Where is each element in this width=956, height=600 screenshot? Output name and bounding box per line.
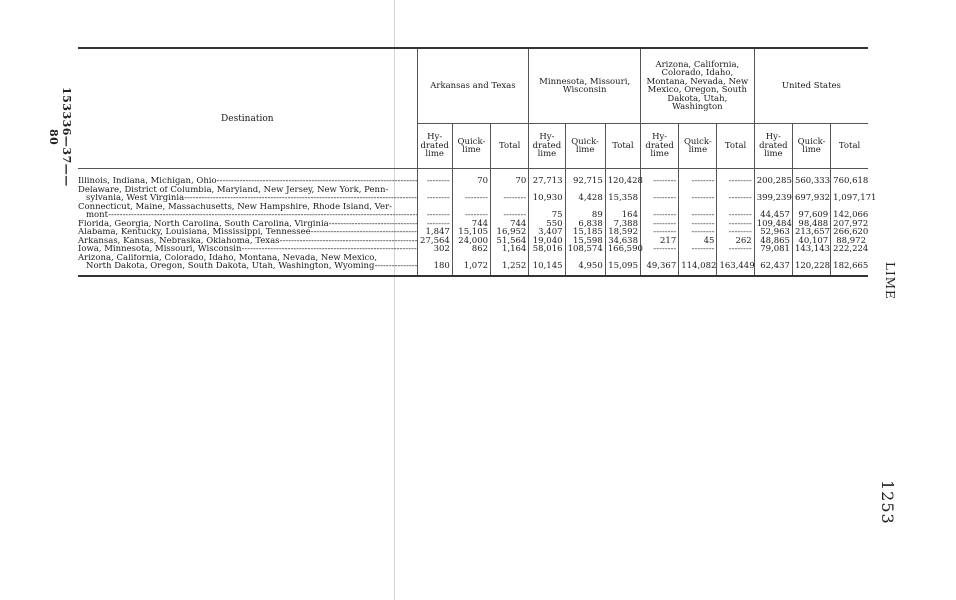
value-cell: [717, 186, 754, 203]
value-cell: [831, 169, 868, 186]
destination-text: mont -----: [78, 211, 417, 220]
cell-value: 182,665: [833, 261, 869, 271]
cell-value: 62,437: [760, 261, 790, 271]
cell-value: 1,072: [463, 261, 489, 271]
value-cell: [565, 245, 605, 254]
cell-value: 1,097,171: [833, 193, 877, 203]
cell-value: 164: [621, 210, 638, 220]
destination-text: Delaware, District of Columbia, Maryland, New Jersey, New York, Penn-: [78, 185, 389, 194]
sub-header-hydrated: Hy- drated lime: [641, 124, 679, 169]
cell-value: 3,407: [538, 227, 563, 237]
cell-value: 222,224: [833, 244, 869, 254]
cell-value: 58,016: [532, 244, 563, 254]
value-cell: [491, 186, 529, 203]
sub-header-total: Total: [605, 124, 640, 169]
group-header-western-states: Arizona, California, Colorado, Idaho, Montana, Nevada, New Mexico, Oregon, South Dakota, Utah, Washington: [641, 48, 755, 124]
cell-value: 98,488: [798, 218, 829, 229]
cell-value: 19,040: [532, 235, 563, 246]
cell-value: 75: [551, 210, 563, 220]
destination-cell: [78, 220, 417, 229]
cell-value: 4,428: [578, 193, 603, 203]
cell-value: 200,285: [756, 176, 792, 186]
sub-header-quicklime: Quick- lime: [452, 124, 490, 169]
cell-value: 45: [703, 235, 715, 246]
cell-value: 302: [433, 244, 450, 254]
cell-value: 15,358: [608, 193, 638, 203]
value-cell: [529, 254, 565, 276]
cell-value: 166,590: [607, 244, 643, 254]
cell-value: 10,145: [532, 261, 563, 271]
destination-header: Destination: [78, 48, 417, 169]
value-cell: [529, 203, 565, 220]
table-row: [78, 186, 868, 203]
cell-value: 6,838: [578, 218, 603, 229]
value-cell: [792, 254, 830, 276]
cell-value: 1,252: [501, 261, 527, 271]
value-cell: [679, 254, 717, 276]
cell-value: 34,638: [608, 235, 638, 246]
destination-text: sylvania, West Virginia -----: [78, 194, 417, 203]
value-cell: [565, 203, 605, 220]
value-cell: [679, 169, 717, 186]
value-cell: [792, 203, 830, 220]
destination-text: Arkansas, Kansas, Nebraska, Oklahoma, Texas -----: [78, 237, 417, 246]
cell-value: 213,657: [794, 227, 831, 237]
cell-value: 40,107: [798, 235, 829, 246]
value-cell: [679, 186, 717, 203]
value-cell: [641, 169, 679, 186]
value-cell: [491, 203, 529, 220]
value-cell: [529, 186, 565, 203]
cell-value: 399,239: [756, 193, 792, 203]
cell-value: 163,449: [719, 261, 755, 271]
value-cell: [452, 203, 490, 220]
value-cell: [605, 186, 640, 203]
value-cell: [417, 186, 452, 203]
value-cell: [754, 203, 792, 220]
cell-value: 27,713: [532, 176, 563, 186]
value-cell: [831, 245, 868, 254]
cell-value: 15,095: [608, 261, 638, 271]
value-cell: [605, 203, 640, 220]
table-row: [78, 169, 868, 186]
cell-value: 120,428: [607, 176, 643, 186]
value-cell: [792, 245, 830, 254]
value-cell: [831, 203, 868, 220]
cell-value: 97,609: [798, 210, 829, 220]
cell-value: 48,865: [760, 235, 790, 246]
cell-value: 89: [591, 210, 603, 220]
cell-value: 744: [471, 218, 489, 229]
destination-text: Iowa, Minnesota, Missouri, Wisconsin -----: [78, 245, 417, 254]
value-cell: [529, 245, 565, 254]
value-cell: [491, 245, 529, 254]
running-title: LIME: [883, 262, 897, 300]
value-cell: [754, 169, 792, 186]
sub-header-hydrated: Hy- drated lime: [754, 124, 792, 169]
value-cell: [792, 169, 830, 186]
destination-cell: [78, 237, 417, 246]
sub-header-quicklime: Quick- lime: [792, 124, 830, 169]
value-cell: [565, 169, 605, 186]
value-cell: [717, 245, 754, 254]
destination-text: North Dakota, Oregon, South Dakota, Utah, Washington, Wyoming -----: [78, 262, 417, 271]
cell-value: 27,564: [420, 235, 450, 246]
cell-value: 88,972: [836, 235, 866, 246]
value-cell: [754, 254, 792, 276]
destination-cell: [78, 245, 417, 254]
value-cell: [717, 203, 754, 220]
value-cell: [641, 186, 679, 203]
cell-value: 44,457: [760, 210, 790, 220]
value-cell: [754, 186, 792, 203]
value-cell: [641, 245, 679, 254]
value-cell: [417, 245, 452, 254]
value-cell: [452, 169, 490, 186]
destination-cell: [78, 186, 417, 203]
cell-value: 51,564: [496, 235, 527, 246]
value-cell: [717, 254, 754, 276]
cell-value: 143,143: [794, 244, 831, 254]
cell-value: 550: [546, 218, 563, 229]
value-cell: [754, 245, 792, 254]
cell-value: 744: [510, 218, 527, 229]
value-cell: [529, 169, 565, 186]
cell-value: 266,620: [833, 227, 869, 237]
cell-value: 207,972: [833, 218, 869, 229]
value-cell: [417, 203, 452, 220]
sub-header-quicklime: Quick- lime: [565, 124, 605, 169]
page-number: 1253: [878, 480, 897, 525]
value-cell: [831, 186, 877, 203]
sub-header-quicklime: Quick- lime: [679, 124, 717, 169]
value-cell: [717, 169, 754, 186]
cell-value: 760,618: [833, 176, 869, 186]
table-row: [78, 245, 868, 254]
value-cell: [452, 254, 490, 276]
destination-text: Alabama, Kentucky, Louisiana, Mississippi, Tennessee -----: [78, 228, 417, 237]
cell-value: 24,000: [458, 235, 489, 246]
cell-value: 70: [477, 176, 489, 186]
cell-value: 15,598: [573, 235, 603, 246]
lime-shipments-table: [78, 47, 877, 277]
cell-value: 217: [660, 235, 677, 246]
cell-value: 262: [735, 235, 752, 246]
value-cell: [565, 186, 605, 203]
cell-value: 108,574: [567, 244, 603, 254]
table-row: [78, 254, 868, 276]
sub-header-hydrated: Hy- drated lime: [417, 124, 452, 169]
cell-value: 52,963: [760, 227, 790, 237]
sub-header-total: Total: [831, 124, 868, 169]
destination-text: Arizona, California, Colorado, Idaho, Montana, Nevada, New Mexico,: [78, 253, 378, 262]
destination-text: Connecticut, Maine, Massachusetts, New Hampshire, Rhode Island, Ver-: [78, 202, 393, 211]
cell-value: 180: [433, 261, 450, 271]
cell-value: 70: [515, 176, 527, 186]
cell-value: 18,592: [608, 227, 638, 237]
group-header-united-states: United States: [754, 48, 868, 124]
value-cell: [452, 186, 490, 203]
destination-cell: [78, 254, 417, 276]
group-header-minnesota-missouri-wisconsin: Minnesota, Missouri, Wisconsin: [529, 48, 641, 124]
cell-value: 697,932: [794, 193, 831, 203]
cell-value: 142,066: [833, 210, 869, 220]
cell-value: 862: [471, 244, 489, 254]
value-cell: [452, 245, 490, 254]
value-cell: [417, 254, 452, 276]
cell-value: 560,333: [794, 176, 831, 186]
cell-value: 92,715: [573, 176, 603, 186]
destination-cell: [78, 203, 417, 220]
sub-header-hydrated: Hy- drated lime: [529, 124, 565, 169]
value-cell: [641, 254, 679, 276]
value-cell: [605, 169, 643, 186]
value-cell: [641, 203, 679, 220]
destination-cell: [78, 228, 417, 237]
value-cell: [679, 245, 717, 254]
value-cell: [417, 169, 452, 186]
cell-value: 1,847: [425, 227, 450, 237]
cell-value: 4,950: [578, 261, 603, 271]
destination-cell: [78, 169, 417, 186]
value-cell: [605, 254, 640, 276]
value-cell: [491, 169, 529, 186]
destination-text: Florida, Georgia, North Carolina, South Carolina, Virginia -----: [78, 220, 417, 229]
cell-value: 15,185: [573, 227, 603, 237]
cell-value: 7,388: [613, 218, 638, 229]
value-cell: [565, 254, 605, 276]
sub-header-total: Total: [717, 124, 754, 169]
table-row: [78, 203, 868, 220]
sub-header-total: Total: [491, 124, 529, 169]
value-cell: [792, 186, 830, 203]
cell-value: 114,082: [681, 261, 717, 271]
cell-value: 49,367: [646, 261, 677, 271]
value-cell: [491, 254, 529, 276]
table-body: [78, 169, 877, 276]
value-cell: [605, 244, 643, 254]
margin-print-code: 153336—37——80: [47, 87, 73, 187]
cell-value: 1,164: [501, 244, 527, 254]
value-cell: [831, 254, 868, 276]
cell-value: 79,081: [760, 244, 790, 254]
cell-value: 10,930: [532, 193, 563, 203]
group-header-arkansas-texas: Arkansas and Texas: [417, 48, 529, 124]
destination-text: Illinois, Indiana, Michigan, Ohio -----: [78, 177, 417, 186]
cell-value: 120,228: [794, 261, 831, 271]
cell-value: 109,484: [756, 218, 792, 229]
value-cell: [679, 203, 717, 220]
cell-value: 16,952: [496, 227, 527, 237]
cell-value: 15,105: [458, 227, 489, 237]
